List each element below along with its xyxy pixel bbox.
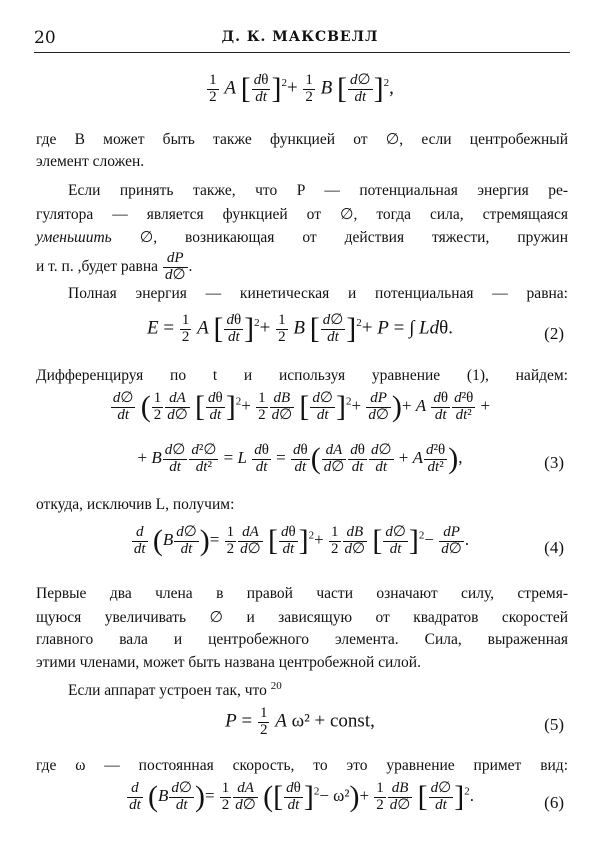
equation-number: (2) <box>544 324 564 343</box>
text-line: главного вала и центробежного элемента. Сила, выраженная <box>36 631 568 648</box>
text-line: Полная энергия — кинетическая и потенциальная — равна: <box>68 285 568 302</box>
text-span: Если аппарат устроен так, что <box>68 682 267 700</box>
text-line: щуюся увеличивать ∅ и зависящую от квадратов скоростей <box>36 609 568 626</box>
text-span: ∅, возникающая от действия тяжести, пружин <box>139 229 568 246</box>
text-line: где ω — постоянная скорость, то это уравнение примет вид: <box>36 757 568 774</box>
text-line: и т. п. ,будет равна $\frac{dP}{d\emptyset}$ . <box>36 250 193 283</box>
equation-4: $\frac{d}{dt}$ (B $\frac{d\emptyset}{dt}$ )= $\frac{1}{2}$ $\frac{dA}{d\emptyset}$ [ $\frac{d\theta}{dt}$ ]$^2$+ $\frac{1}{2}$ $\frac{dB}{d\emptyset}$ [ $\frac{d\emptyset}{dt}$ ]$^2$− $\frac{dP}{d\emptyset}$ . <box>133 523 470 557</box>
text-line: откуда, исключив L, получим: <box>36 496 235 513</box>
page-header <box>34 28 566 50</box>
equation-5: P = $\frac{1}{2}$ A ω² + const, <box>225 705 375 738</box>
equation-number: (6) <box>544 793 564 812</box>
text-line: где B может быть также функцией от ∅, если центробежный <box>36 131 568 148</box>
equation-number: (4) <box>544 538 564 557</box>
page-number: 20 <box>34 28 56 48</box>
header-rule <box>34 52 570 53</box>
equation-number: (5) <box>544 715 564 734</box>
equation-2: E = $\frac{1}{2}$ A [ $\frac{d\theta}{dt}$ ]$^2$+ $\frac{1}{2}$ B [ $\frac{d\emptyset}{dt}$ ]$^2$+ P = ∫ Ldθ. <box>147 311 453 345</box>
footnote-mark: 20 <box>270 680 282 692</box>
emphasis: уменьшить <box>36 229 112 246</box>
equation-6: $\frac{d}{dt}$ (B $\frac{d\emptyset}{dt}$ )= $\frac{1}{2}$ $\frac{dA}{d\emptyset}$ ([ $\frac{d\theta}{dt}$ ]$^2$− ω²)+ $\frac{1}{2}$ $\frac{dB}{d\emptyset}$ [ $\frac{d\emptyset}{dt}$ ]$^2$. <box>129 779 474 813</box>
text-line <box>36 228 568 247</box>
equation-3-line-1: $\frac{d\emptyset}{dt}$ ( $\frac{1}{2}$ $\frac{dA}{d\emptyset}$ [ $\frac{d\theta}{dt}$ ]$^2$+ $\frac{1}{2}$ $\frac{dB}{d\emptyset}$ [ $\frac{d\emptyset}{dt}$ ]$^2$+ $\frac{dP}{d\emptyset}$ )+ A $\frac{d\theta}{dt}$ $\frac{\text{d²θ}}{\text{dt²}}$ + <box>112 389 491 423</box>
text-line: Дифференцируя по t и используя уравнение (1), найдем: <box>36 367 568 384</box>
text-line: элемент сложен. <box>36 153 145 170</box>
text-line <box>68 680 568 700</box>
text-line: этими членами, может быть названа центробежной силой. <box>36 654 421 671</box>
text-line: гулятора — является функцией от ∅, тогда сила, стремящаяся <box>36 206 568 223</box>
text-span: и т. п. ,будет равна <box>36 257 159 275</box>
equation-3-line-2: + B $\frac{d\emptyset}{dt}$ $\frac{\text{d²∅}}{\text{dt²}}$ = L $\frac{d\theta}{dt}$ = $\frac{d\theta}{dt}$ ( $\frac{dA}{d\emptyset}$ $\frac{d\theta}{dt}$ $\frac{d\emptyset}{dt}$ + A $\frac{\text{d²θ}}{\text{dt²}}$ ), <box>137 441 463 475</box>
text-line: Первые два члена в правой части означают силу, стремя- <box>36 585 568 602</box>
equation-number: (3) <box>544 453 564 472</box>
running-title: Д. К. МАКСВЕЛЛ <box>221 29 379 45</box>
text-line: Если принять также, что P — потенциальная энергия ре- <box>68 182 568 199</box>
equation-kinetic-energy: $\frac{1}{2}$ A [ $\frac{d\theta}{dt}$ ]$^2$+ $\frac{1}{2}$ B [ $\frac{d\emptyset}{dt}$ ]$^2$, <box>209 71 394 105</box>
